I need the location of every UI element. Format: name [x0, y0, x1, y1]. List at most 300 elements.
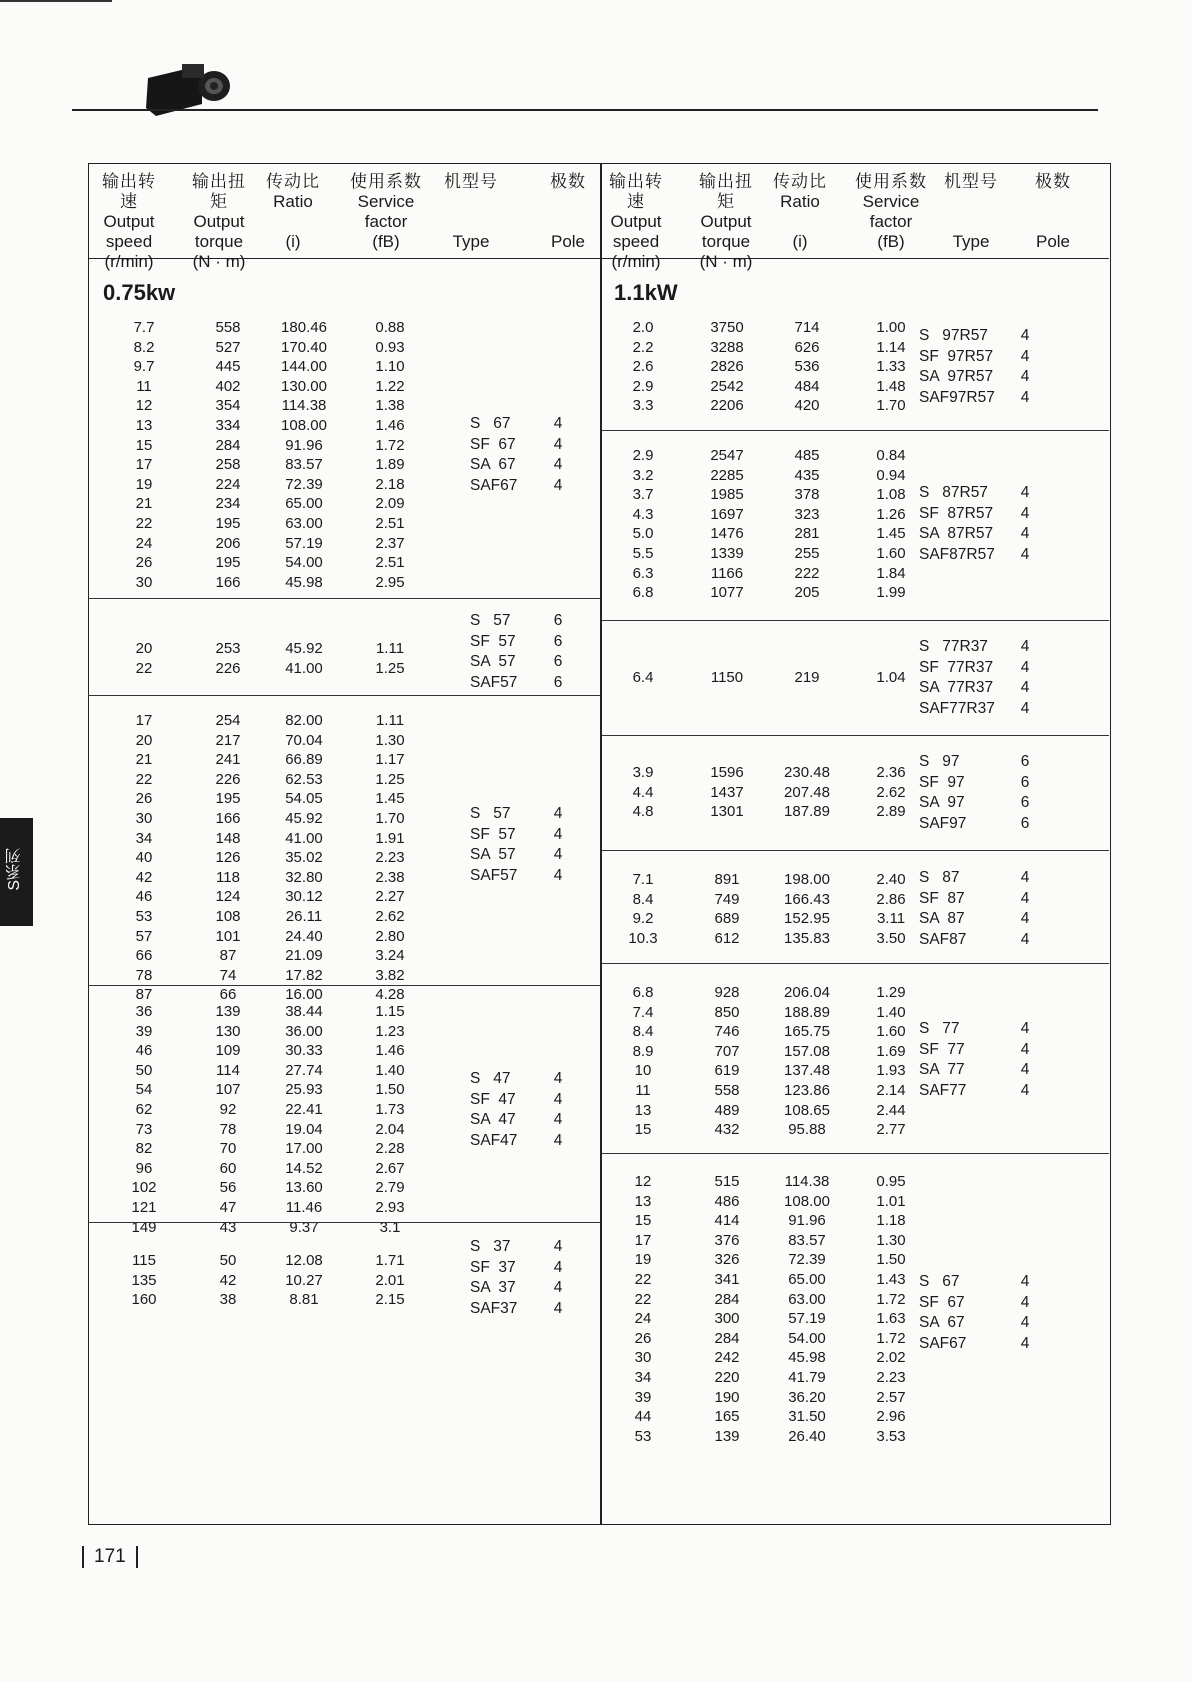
header-en: factor	[869, 212, 913, 231]
table-cell: 626	[794, 338, 820, 356]
table-cell: 92	[219, 1101, 237, 1118]
pole-count: 6	[1020, 794, 1030, 811]
table-cell: 2.0	[632, 319, 654, 336]
pole-count: 6	[553, 612, 563, 629]
pole-count: 4	[553, 1111, 563, 1128]
header-en: Pole	[1035, 232, 1071, 251]
table-row	[601, 1120, 1109, 1140]
pole-count: 4	[553, 1299, 563, 1317]
table-cell: 22.41	[285, 1101, 323, 1118]
table-row	[601, 1388, 1109, 1408]
type-code: SF 57	[470, 632, 516, 650]
table-cell: 515	[714, 1173, 740, 1190]
header-cell	[691, 172, 761, 272]
table-cell: 74	[219, 966, 237, 984]
header-en: (r/min)	[104, 252, 154, 271]
table-cell: 9.37	[289, 1218, 319, 1236]
pole-count: 4	[1020, 525, 1030, 542]
header-en	[442, 212, 500, 232]
table-cell: 114.38	[281, 397, 327, 415]
table-cell: 1301	[710, 803, 744, 821]
table-cell: 39	[135, 1022, 153, 1040]
reducer-group	[88, 598, 600, 696]
type-code: SF 97	[919, 773, 965, 791]
pole-count: 6	[553, 632, 563, 650]
table-cell: 1.33	[876, 358, 906, 376]
type-code: S 57	[470, 612, 511, 629]
table-cell: 1150	[710, 669, 744, 686]
table-cell: 124	[215, 888, 241, 906]
table-cell: 8.2	[133, 338, 155, 356]
header-en: Output	[700, 212, 752, 231]
right-table-header	[601, 172, 1109, 271]
table-cell: 21	[135, 495, 153, 513]
table-cell: 1.18	[876, 1212, 906, 1230]
pole-count: 4	[1020, 368, 1030, 385]
table-cell: 114	[216, 1061, 240, 1079]
table-cell: 0.84	[876, 447, 906, 464]
table-cell: 2.95	[375, 573, 405, 591]
type-code: S 97	[919, 753, 960, 770]
table-cell: 1985	[710, 486, 744, 504]
table-cell: 2.18	[375, 475, 405, 493]
table-cell: 24	[135, 534, 153, 552]
table-cell: 188.89	[784, 1003, 830, 1021]
type-code: SAF67	[919, 1334, 967, 1352]
table-cell: 1.70	[876, 397, 906, 415]
table-row	[88, 553, 600, 573]
header-en: Output	[193, 212, 245, 231]
table-cell: 5.0	[632, 525, 654, 543]
table-cell: 206	[215, 534, 241, 552]
table-cell: 26	[634, 1329, 652, 1347]
table-cell: 1.11	[375, 640, 405, 657]
table-row	[601, 583, 1109, 603]
header-en	[1025, 212, 1081, 232]
reducer-group	[601, 1153, 1109, 1524]
table-cell: 1.73	[375, 1101, 405, 1118]
type-code: SA 47	[470, 1111, 516, 1128]
side-tab-label: S系列	[6, 848, 23, 891]
table-cell: 489	[714, 1101, 740, 1119]
header-en	[542, 192, 594, 212]
table-cell: 484	[794, 377, 820, 395]
table-cell: 2.23	[375, 849, 405, 867]
header-en: (N · m)	[192, 252, 246, 271]
table-row	[601, 983, 1109, 1003]
table-cell: 46	[135, 1042, 153, 1060]
table-cell: 170.40	[281, 338, 327, 356]
pole-count: 4	[1020, 1040, 1030, 1058]
header-en: Service	[862, 192, 920, 211]
table-cell: 26	[135, 790, 153, 808]
table-cell: 47	[219, 1199, 237, 1216]
table-cell: 1339	[710, 545, 744, 562]
table-cell: 166	[215, 810, 241, 827]
table-cell: 226	[215, 659, 241, 677]
table-cell: 2.15	[375, 1291, 405, 1309]
table-cell: 135.83	[784, 929, 830, 947]
table-cell: 87	[219, 947, 237, 965]
table-cell: 70	[219, 1140, 237, 1158]
header-zh: 机型号	[944, 172, 998, 191]
table-cell: 1.91	[375, 829, 405, 847]
table-cell: 1437	[710, 783, 744, 801]
table-cell: 746	[714, 1023, 740, 1041]
pole-count: 4	[1020, 1081, 1030, 1099]
table-cell: 4.3	[632, 505, 654, 523]
table-row	[88, 711, 600, 731]
table-cell: 2.01	[375, 1271, 405, 1289]
table-cell: 157.08	[784, 1042, 830, 1060]
table-cell: 2.9	[632, 447, 654, 464]
left-table-header	[88, 172, 600, 271]
table-cell: 1.89	[375, 456, 405, 474]
table-cell: 38.44	[285, 1003, 323, 1020]
table-cell: 558	[215, 319, 241, 336]
table-row	[88, 1198, 600, 1218]
table-cell: 1.72	[375, 436, 405, 454]
header-zh: 输出转速	[102, 172, 156, 211]
table-row	[88, 731, 600, 751]
table-cell: 2.57	[876, 1388, 906, 1406]
table-cell: 160	[131, 1291, 157, 1309]
type-code: SF 67	[470, 435, 516, 453]
table-cell: 12	[634, 1173, 652, 1190]
table-cell: 6.4	[632, 669, 654, 686]
table-cell: 15	[634, 1121, 652, 1139]
table-cell: 323	[794, 505, 820, 523]
top-rule	[0, 0, 112, 2]
table-cell: 241	[215, 751, 241, 769]
header-en: Type	[452, 232, 490, 251]
type-code: SA 97	[919, 794, 965, 811]
table-cell: 2.28	[375, 1140, 405, 1158]
type-code: SF 97R57	[919, 347, 994, 365]
table-cell: 2.6	[632, 358, 654, 376]
table-cell: 284	[714, 1290, 740, 1308]
table-cell: 9.2	[632, 910, 654, 928]
table-cell: 891	[714, 871, 740, 888]
table-cell: 485	[794, 447, 820, 464]
header-zh: 使用系数	[350, 172, 422, 191]
table-cell: 284	[714, 1329, 740, 1347]
table-cell: 4.4	[632, 783, 654, 801]
pole-count: 4	[553, 435, 563, 453]
pole-count: 4	[553, 805, 563, 822]
header-zh: 输出扭矩	[192, 172, 246, 211]
table-cell: 2.02	[876, 1349, 906, 1367]
table-cell: 96	[135, 1159, 153, 1177]
table-row	[88, 514, 600, 534]
table-cell: 32.80	[285, 868, 323, 886]
table-row	[601, 1192, 1109, 1212]
table-cell: 220	[714, 1369, 740, 1386]
type-code: SAF57	[470, 866, 518, 884]
table-row	[88, 357, 600, 377]
table-cell: 7.1	[632, 871, 654, 888]
table-row	[601, 1211, 1109, 1231]
table-cell: 72.39	[788, 1251, 826, 1269]
table-cell: 30	[135, 573, 153, 591]
type-pole-list	[919, 868, 1101, 952]
table-cell: 2.62	[876, 783, 906, 801]
table-cell: 24	[634, 1310, 652, 1328]
table-row	[601, 1172, 1109, 1192]
table-cell: 928	[714, 984, 740, 1001]
table-cell: 66	[135, 947, 153, 965]
header-zh: 传动比	[773, 172, 827, 191]
table-cell: 13	[634, 1192, 652, 1210]
table-cell: 402	[215, 377, 241, 395]
type-code: SA 37	[470, 1279, 516, 1296]
header-cell	[264, 172, 322, 252]
table-cell: 6.8	[632, 984, 654, 1001]
type-code: SF 57	[470, 825, 516, 843]
header-en: torque	[701, 232, 751, 251]
header-en	[941, 212, 1001, 232]
table-row	[88, 770, 600, 790]
table-cell: 0.95	[876, 1173, 906, 1190]
type-code: SAF57	[470, 673, 518, 691]
reducer-group	[601, 850, 1109, 964]
table-cell: 689	[714, 910, 740, 928]
table-cell: 91.96	[788, 1212, 826, 1230]
table-cell: 3.2	[632, 466, 654, 484]
table-cell: 0.93	[375, 338, 405, 356]
type-code: SA 77	[919, 1061, 965, 1078]
table-cell: 11	[635, 1082, 651, 1099]
table-cell: 445	[215, 358, 241, 376]
pole-count: 4	[1020, 1334, 1030, 1352]
pole-count: 4	[1020, 388, 1030, 406]
table-cell: 45.92	[285, 640, 323, 657]
table-cell: 1.04	[876, 669, 906, 686]
table-cell: 25.93	[285, 1081, 323, 1099]
table-row	[88, 750, 600, 770]
table-cell: 1.45	[375, 790, 405, 808]
table-cell: 21	[135, 751, 153, 769]
right-power-title: 1.1kW	[614, 280, 678, 305]
table-cell: 1.30	[876, 1231, 906, 1249]
table-cell: 1596	[710, 764, 744, 781]
table-cell: 8.4	[632, 1023, 654, 1041]
table-cell: 284	[215, 436, 241, 454]
pole-count: 4	[553, 476, 563, 494]
table-cell: 26.40	[788, 1427, 826, 1445]
header-en: speed	[612, 232, 660, 251]
reducer-group	[601, 735, 1109, 851]
table-cell: 30.33	[285, 1042, 323, 1060]
table-cell: 707	[714, 1042, 740, 1060]
table-cell: 130	[215, 1022, 241, 1040]
table-cell: 1.22	[375, 377, 405, 395]
table-cell: 109	[215, 1042, 241, 1060]
reducer-group	[601, 318, 1109, 430]
table-cell: 19	[634, 1251, 652, 1269]
header-cell	[184, 172, 254, 272]
table-cell: 1.69	[876, 1042, 906, 1060]
table-cell: 1.63	[876, 1310, 906, 1328]
table-cell: 2542	[710, 377, 744, 395]
table-cell: 2.96	[876, 1408, 906, 1426]
table-cell: 50	[219, 1252, 237, 1269]
table-cell: 2.23	[876, 1369, 906, 1386]
table-cell: 558	[714, 1082, 740, 1099]
reducer-group	[601, 430, 1109, 621]
table-cell: 3.24	[375, 947, 405, 965]
table-row	[88, 946, 600, 966]
type-code: SAF77R37	[919, 699, 995, 717]
table-cell: 1.25	[375, 659, 405, 677]
pole-count: 4	[1020, 1314, 1030, 1331]
pole-count: 6	[553, 673, 563, 691]
table-cell: 749	[714, 890, 740, 908]
type-code: S 87R57	[919, 484, 988, 501]
table-cell: 1.45	[876, 525, 906, 543]
table-cell: 41.00	[285, 829, 323, 847]
table-cell: 1.93	[876, 1062, 906, 1080]
table-cell: 123.86	[784, 1082, 830, 1099]
table-cell: 4.8	[632, 803, 654, 821]
table-cell: 2.77	[876, 1121, 906, 1139]
type-code: S 67	[919, 1273, 960, 1290]
table-cell: 1697	[710, 505, 744, 523]
header-zh: 使用系数	[855, 172, 927, 191]
table-cell: 1.40	[375, 1061, 405, 1079]
table-cell: 15	[135, 436, 153, 454]
table-cell: 3.1	[379, 1218, 401, 1236]
type-code: SA 87R57	[919, 525, 994, 542]
table-cell: 130.00	[281, 377, 327, 395]
table-cell: 2.86	[876, 890, 906, 908]
table-cell: 36.20	[788, 1388, 826, 1406]
table-row	[88, 1178, 600, 1198]
table-cell: 224	[215, 475, 241, 493]
table-cell: 2.89	[876, 803, 906, 821]
table-cell: 2206	[710, 397, 744, 415]
table-cell: 166	[215, 573, 241, 591]
type-code: SF 67	[919, 1293, 965, 1311]
table-cell: 36.00	[285, 1022, 323, 1040]
table-cell: 198.00	[784, 871, 830, 888]
pole-count: 4	[1020, 545, 1030, 563]
table-cell: 2.93	[375, 1199, 405, 1216]
type-code: SA 67	[470, 456, 516, 473]
table-cell: 108.00	[281, 417, 327, 434]
table-cell: 2826	[710, 358, 744, 376]
table-cell: 1.50	[876, 1251, 906, 1269]
table-cell: 148	[215, 829, 241, 847]
table-cell: 19.04	[285, 1120, 323, 1138]
table-cell: 50	[135, 1061, 153, 1079]
table-cell: 2.40	[876, 871, 906, 888]
table-cell: 6.3	[632, 564, 654, 582]
type-pole-list	[470, 611, 590, 695]
table-cell: 22	[135, 770, 153, 788]
type-code: SA 57	[470, 653, 516, 670]
table-cell: 57.19	[285, 534, 323, 552]
table-cell: 66	[219, 986, 237, 1004]
header-cell	[601, 172, 671, 272]
table-cell: 54.00	[285, 554, 323, 572]
table-cell: 83.57	[285, 456, 323, 474]
table-cell: 121	[131, 1199, 157, 1216]
pole-count: 4	[1020, 504, 1030, 522]
type-pole-list	[470, 1237, 590, 1321]
table-cell: 46	[135, 888, 153, 906]
header-en	[941, 192, 1001, 212]
pole-count: 4	[1020, 930, 1030, 948]
table-cell: 1.84	[876, 564, 906, 582]
table-cell: 152.95	[784, 910, 830, 928]
table-cell: 8.81	[289, 1291, 319, 1309]
header-en	[442, 192, 500, 212]
type-code: SAF87R57	[919, 545, 995, 563]
table-cell: 0.94	[876, 466, 906, 484]
header-zh: 输出扭矩	[699, 172, 753, 211]
header-en	[771, 212, 829, 232]
table-row	[601, 1250, 1109, 1270]
table-cell: 19	[135, 475, 153, 493]
type-code: SAF37	[470, 1299, 518, 1317]
table-cell: 24.40	[285, 927, 323, 945]
table-cell: 114.38	[784, 1173, 830, 1190]
table-cell: 2285	[710, 466, 744, 484]
table-cell: 3.9	[632, 764, 654, 781]
table-cell: 1.15	[375, 1003, 405, 1020]
table-cell: 22	[634, 1290, 652, 1308]
table-cell: 13	[634, 1101, 652, 1119]
pole-count: 4	[1020, 484, 1030, 501]
left-power-title: 0.75kw	[103, 280, 176, 305]
table-cell: 242	[714, 1349, 740, 1367]
table-row	[601, 1407, 1109, 1427]
table-cell: 1.11	[375, 712, 405, 729]
type-pole-list	[919, 752, 1101, 836]
table-cell: 22	[135, 659, 153, 677]
header-en: Pole	[550, 232, 586, 251]
table-cell: 1476	[710, 525, 744, 543]
table-cell: 42	[219, 1271, 237, 1289]
table-row	[601, 1101, 1109, 1121]
table-cell: 3.3	[632, 397, 654, 415]
table-cell: 2.09	[375, 495, 405, 513]
table-cell: 108.00	[784, 1192, 830, 1210]
pole-count: 4	[1020, 327, 1030, 344]
table-cell: 536	[794, 358, 820, 376]
table-cell: 72.39	[285, 475, 323, 493]
table-row	[88, 534, 600, 554]
header-en: Ratio	[273, 192, 313, 211]
type-code: S 77	[919, 1020, 960, 1037]
pole-count: 4	[1020, 658, 1030, 676]
table-cell: 376	[714, 1231, 740, 1249]
table-cell: 17	[135, 456, 153, 474]
table-cell: 63.00	[285, 515, 323, 532]
header-en: Output	[610, 212, 662, 231]
header-en: Ratio	[780, 192, 820, 211]
table-cell: 118	[216, 868, 240, 886]
table-cell: 2.14	[876, 1082, 906, 1099]
table-cell: 850	[714, 1003, 740, 1021]
table-cell: 1.99	[876, 584, 906, 602]
type-code: S 47	[470, 1070, 511, 1087]
table-cell: 195	[215, 554, 241, 572]
table-cell: 414	[714, 1212, 740, 1230]
table-cell: 54.05	[285, 790, 323, 808]
table-cell: 53	[634, 1427, 652, 1445]
